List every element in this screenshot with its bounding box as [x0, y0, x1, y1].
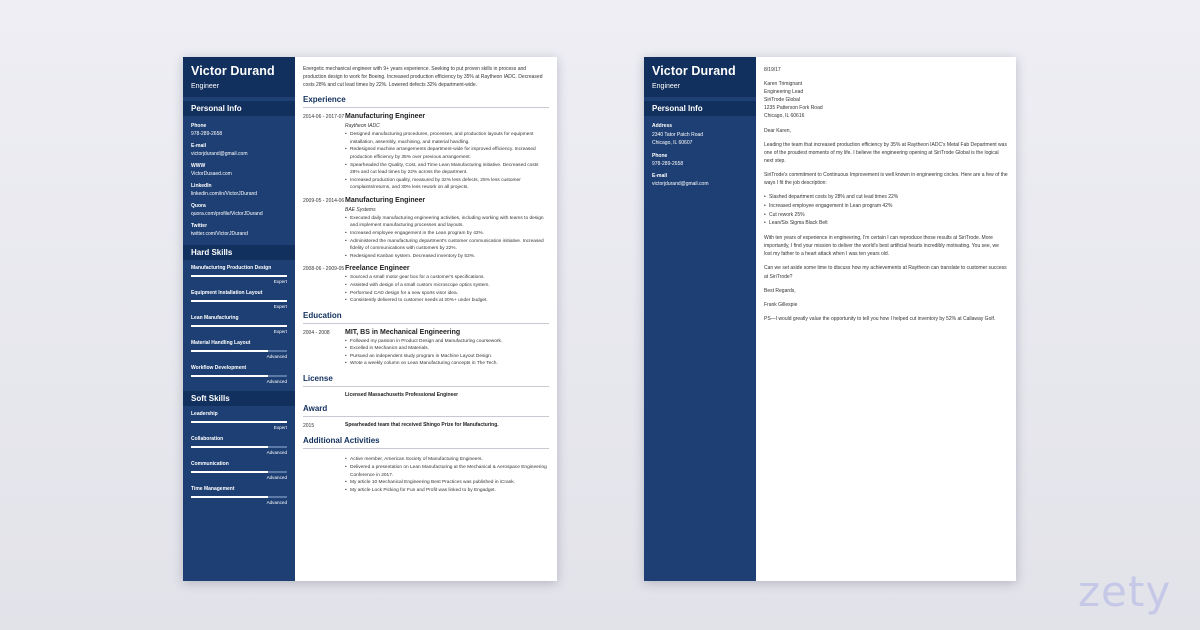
skill-bar	[191, 275, 287, 277]
letter-paragraph: With ten years of experience in engineering, I'm certain I can reproduce those results at SiriTrode. More importantly, I find your mission to deliver the world's best artificial hearts incredibly motivating. You see, we lost my father to a heart attack when I was ten years old.	[764, 235, 999, 258]
bullet-item: • Performed CAD design for a new sports visor idea.	[345, 290, 549, 298]
award-date: 2015	[303, 422, 315, 429]
recipient-line: SiriTrode Global	[764, 97, 800, 104]
letter-ps: PS—I would greatly value the opportunity to tell you how I helped cut inventory by 52% at Callaway Golf.	[764, 315, 996, 322]
skill-name: Leadership	[191, 411, 218, 417]
entry-body	[345, 197, 549, 260]
letter-name: Victor Durand	[652, 64, 736, 78]
entry-date: 2008-06 - 2009-05	[303, 266, 345, 273]
letter-date: 8/19/17	[764, 67, 781, 73]
info-value: VictorDusaed.com	[191, 171, 232, 177]
bullet-item: • Consistently delivered to customer needs at 20%+ under budget.	[345, 297, 549, 305]
resume-summary: Energetic mechanical engineer with 9+ years experience. Seeking to put proven skills in process and production design to work for Boeing. Increased production efficiency by 35% at Raytheon IADC. Decreased costs 28% and cut lead times by 22%. Lowered defects 32% department-wide.	[303, 66, 543, 88]
soft-skills-list	[183, 410, 295, 506]
entry-date: 2004 - 2008	[303, 329, 330, 336]
skill-name: Material Handling Layout	[191, 340, 251, 346]
entry-body	[345, 329, 549, 368]
skill-name: Time Management	[191, 486, 235, 492]
info-label: Quora	[191, 203, 206, 209]
cover-letter-page	[644, 57, 1016, 581]
bullet-item: • Increased employee engagement in the Lean program by 42%.	[345, 230, 549, 238]
info-label: WWW	[191, 163, 206, 169]
info-label: Phone	[191, 123, 207, 129]
letter-personal-info-heading: Personal Info	[644, 101, 756, 116]
skill-bar	[191, 421, 287, 423]
recipient-line: Engineering Lead	[764, 89, 804, 96]
skill-name: Equipment Installation Layout	[191, 290, 263, 296]
letter-sidebar	[644, 57, 756, 581]
skill-bar	[191, 350, 287, 352]
entry-date: 2014-06 - 2017-07	[303, 114, 345, 121]
entry-body	[345, 265, 549, 304]
skill-name: Workflow Development	[191, 365, 247, 371]
skill-level: Expert	[273, 304, 287, 309]
skill-item	[183, 485, 295, 506]
resume-title: Engineer	[191, 83, 220, 90]
skill-item	[183, 339, 295, 360]
resume-name: Victor Durand	[191, 64, 275, 78]
license-entry	[303, 392, 549, 398]
zety-logo: zety	[1078, 567, 1172, 616]
experience-entry	[303, 265, 549, 304]
bullet-item: • Active member, American Society of Manufacturing Engineers.	[345, 456, 549, 464]
soft-skills-heading: Soft Skills	[183, 391, 295, 406]
bullet-item: • Excelled in Mechanics and Materials.	[345, 345, 549, 353]
info-label: E-mail	[652, 173, 668, 179]
skill-bar	[191, 496, 287, 498]
bullet-item: • Assisted with design of a small custom microscope optics system.	[345, 282, 549, 290]
bullet-item: • Executed daily manufacturing engineering activities, including working with teams to design and implement manufacturing processes and layouts.	[345, 215, 549, 230]
skill-bar	[191, 300, 287, 302]
skill-item	[183, 410, 295, 431]
entry-company: BAE Systems	[345, 206, 376, 213]
skill-name: Lean Manufacturing	[191, 315, 239, 321]
hard-skills-heading: Hard Skills	[183, 245, 295, 260]
letter-paragraph: SiriTrode's commitment to Continuous Improvement is well known in engineering circles. Here are a few of the ways I fit the job description:	[764, 171, 1008, 187]
resume-page	[183, 57, 557, 581]
info-value: linkedin.com/in/VictorJDurand	[191, 191, 258, 197]
info-value: 978-289-2658	[652, 161, 684, 167]
letter-bullet: • Slashed department costs by 28% and cut lead times 22%	[764, 193, 1008, 202]
bullet-item: • Designed manufacturing procedures, processes, and production layouts for equipment installation, assembly, machining, and material handling.	[345, 131, 549, 146]
entry-bullets	[345, 274, 549, 304]
skill-bar-fill	[191, 471, 268, 473]
letter-signature: Frank Gillespie	[764, 301, 798, 308]
skill-bar-fill	[191, 446, 268, 448]
letter-bullet-list	[764, 193, 1008, 228]
info-value: 978-289-2658	[191, 131, 223, 137]
bullet-item: • Pursued an independent study program in Machine Layout Design.	[345, 353, 549, 361]
letter-bullet: • Increased employee engagement in Lean program 42%	[764, 202, 1008, 211]
skill-bar	[191, 471, 287, 473]
skill-name: Collaboration	[191, 436, 224, 442]
skill-item	[183, 264, 295, 285]
skill-item	[183, 460, 295, 481]
award-entry	[303, 422, 549, 431]
skill-bar-fill	[191, 350, 268, 352]
recipient-line: Karen Trimignant	[764, 81, 803, 88]
skill-level: Expert	[273, 425, 287, 430]
skill-bar-fill	[191, 300, 287, 302]
entry-bullets	[345, 338, 549, 368]
bullet-item: • Sourced a small motor gear box for a customer's specifications.	[345, 274, 549, 282]
additional-entry	[303, 454, 549, 494]
skill-level: Expert	[273, 329, 287, 334]
license-text: Licensed Massachusetts Professional Engineer	[345, 391, 459, 398]
additional-list	[345, 456, 549, 494]
letter-salutation: Dear Karen,	[764, 127, 791, 134]
recipient-line: Chicago, IL 60616	[764, 113, 805, 120]
info-value: victorjdurand@gmail.com	[191, 151, 248, 157]
skill-level: Advanced	[266, 354, 287, 359]
bullet-item: • Redesigned machine arrangements department-wide for improved efficiency. Increased production efficiency by 35% over previous arrangement.	[345, 146, 549, 161]
hard-skills-list	[183, 264, 295, 385]
award-heading: Award	[303, 404, 549, 417]
letter-body	[756, 57, 1016, 581]
bullet-item: • Redesigned Kanban system. Decreased inventory by 53%.	[345, 253, 549, 261]
entry-bullets	[345, 131, 549, 192]
skill-item	[183, 435, 295, 456]
skill-level: Expert	[273, 279, 287, 284]
bullet-item: • Administered the manufacturing department's customer communication initiative. Increased fidelity of communications with customers by 22%.	[345, 238, 549, 253]
bullet-item: • Delivered a presentation on Lean Manufacturing at the Mechanical & Aerospace Engineering Conference in 2017.	[345, 464, 549, 479]
skill-bar-fill	[191, 275, 287, 277]
award-text: Spearheaded team that received Shingo Prize for Manufacturing.	[345, 421, 499, 428]
personal-info-block	[183, 116, 295, 240]
skill-bar-fill	[191, 496, 268, 498]
resume-header	[183, 57, 295, 97]
letter-bullet: • Lean/Six Sigma Black Belt	[764, 219, 1008, 228]
bullet-item: • Increased production quality, measured by 32% less defects, 25% less customer complaints/returns, and 30% less rework on all projects.	[345, 177, 549, 192]
bullet-item: • My article Lock Picking for Fun and Profit was linked to by Engadget.	[345, 487, 549, 495]
bullet-item: • Wrote a weekly column on Lean Manufacturing concepts in The Tech.	[345, 360, 549, 368]
bullet-item: • Followed my passion in Product Design and Manufacturing coursework.	[345, 338, 549, 346]
letter-bullet: • Cut rework 25%	[764, 211, 1008, 220]
skill-level: Advanced	[266, 500, 287, 505]
skill-item	[183, 364, 295, 385]
entry-bullets	[345, 215, 549, 260]
license-heading: License	[303, 374, 549, 387]
letter-recipient	[764, 80, 1008, 120]
personal-info-heading: Personal Info	[183, 101, 295, 116]
info-value: victorjdurand@gmail.com	[652, 181, 709, 187]
education-entry	[303, 329, 549, 368]
additional-heading: Additional Activities	[303, 436, 549, 449]
skill-level: Advanced	[266, 475, 287, 480]
experience-entry	[303, 197, 549, 260]
info-label: E-mail	[191, 143, 207, 149]
info-value: quora.com/profile/VictorJDurand	[191, 211, 263, 217]
experience-entry	[303, 113, 549, 192]
entry-title: Freelance Engineer	[345, 265, 410, 273]
skill-item	[183, 314, 295, 335]
letter-paragraph: Leading the team that increased production efficiency by 35% at Raytheon IADC's Metal Fab Department was one of the proudest moments of my life. I believe the engineering opening at SiriTrode Global is the logical next step.	[764, 141, 1007, 164]
skill-bar-fill	[191, 325, 287, 327]
education-list	[303, 329, 549, 368]
skill-name: Manufacturing Production Design	[191, 265, 272, 271]
letter-personal-info-block	[644, 116, 756, 190]
entry-body	[345, 113, 549, 192]
skill-bar	[191, 375, 287, 377]
letter-title: Engineer	[652, 83, 681, 90]
resume-main	[295, 57, 557, 581]
skill-level: Advanced	[266, 450, 287, 455]
skill-level: Advanced	[266, 379, 287, 384]
entry-company: Raytheon IADC	[345, 123, 380, 130]
info-label: Phone	[652, 153, 668, 159]
skill-bar	[191, 325, 287, 327]
info-value: twitter.com/VictorJDurand	[191, 231, 248, 237]
letter-paragraph: Can we set aside some time to discuss how my achievements at Raytheon can translate to customer success at SiriTrode?	[764, 265, 1007, 280]
letter-header	[644, 57, 756, 97]
skill-item	[183, 289, 295, 310]
entry-date: 2009-05 - 2014-06	[303, 197, 345, 204]
info-label: Address	[652, 123, 673, 129]
skill-bar	[191, 446, 287, 448]
bullet-item: • Spearheaded the Quality, Cost, and Time Lean Manufacturing initiative. Decreased costs 28% and cut lead times by 22% across the department.	[345, 162, 549, 177]
education-heading: Education	[303, 311, 549, 324]
entry-title: Manufacturing Engineer	[345, 113, 426, 121]
skill-name: Communication	[191, 461, 229, 467]
skill-bar-fill	[191, 421, 287, 423]
info-label: LinkedIn	[191, 183, 212, 189]
skill-bar-fill	[191, 375, 268, 377]
experience-heading: Experience	[303, 95, 549, 108]
entry-title: Manufacturing Engineer	[345, 196, 426, 204]
letter-closing: Best Regards,	[764, 287, 796, 294]
resume-sidebar	[183, 57, 295, 581]
bullet-item: • My article 10 Mechanical Engineering Best Practices was published in iCrank.	[345, 479, 549, 487]
entry-title: MIT, BS in Mechanical Engineering	[345, 328, 461, 336]
info-label: Twitter	[191, 223, 208, 229]
experience-list	[303, 113, 549, 304]
recipient-line: 1235 Patterson Fork Road	[764, 105, 823, 112]
info-value: 2340 Tator Patch Road Chicago, IL 60607	[652, 132, 704, 146]
